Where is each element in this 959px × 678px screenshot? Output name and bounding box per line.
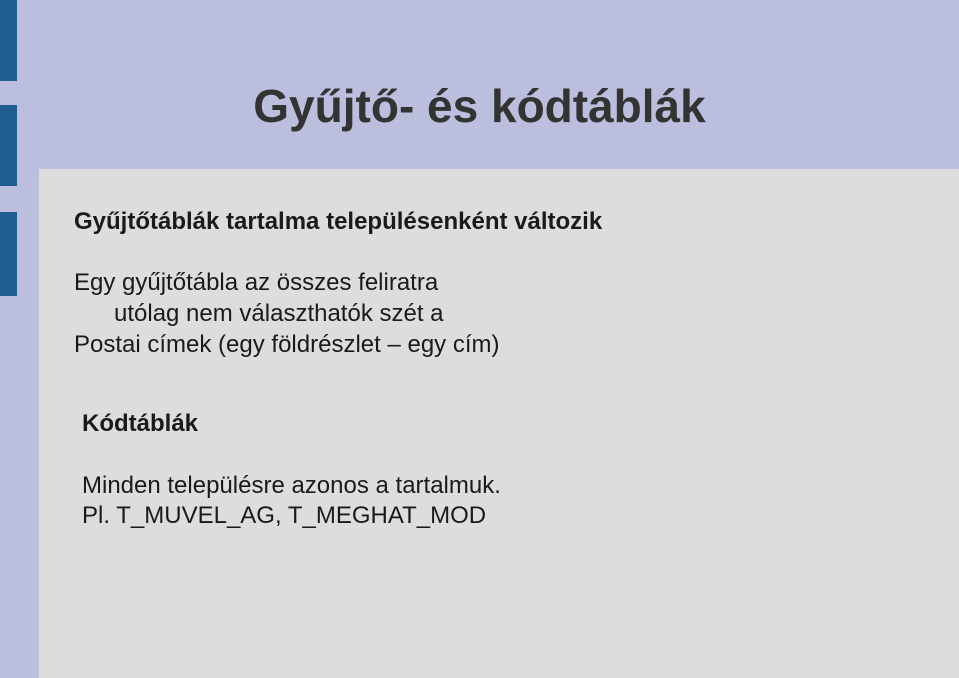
text-line: Pl. T_MUVEL_AG, T_MEGHAT_MOD xyxy=(82,502,487,529)
slide-title: Gyűjtő- és kódtáblák xyxy=(253,80,706,132)
section-heading-code-tables: Kódtáblák xyxy=(82,410,199,437)
section-heading-collector-tables: Gyűjtőtáblák tartalma településenként változik xyxy=(74,208,603,235)
text-line: Minden településre azonos a tartalmuk. xyxy=(82,472,501,499)
accent-bar-bottom xyxy=(0,212,17,296)
text-line: Egy gyűjtőtábla az összes feliratra xyxy=(74,269,439,296)
text-line: utólag nem választhatók szét a xyxy=(114,300,444,327)
accent-bar-top xyxy=(0,0,17,81)
text-line: Postai címek (egy földrészlet – egy cím) xyxy=(74,331,500,358)
